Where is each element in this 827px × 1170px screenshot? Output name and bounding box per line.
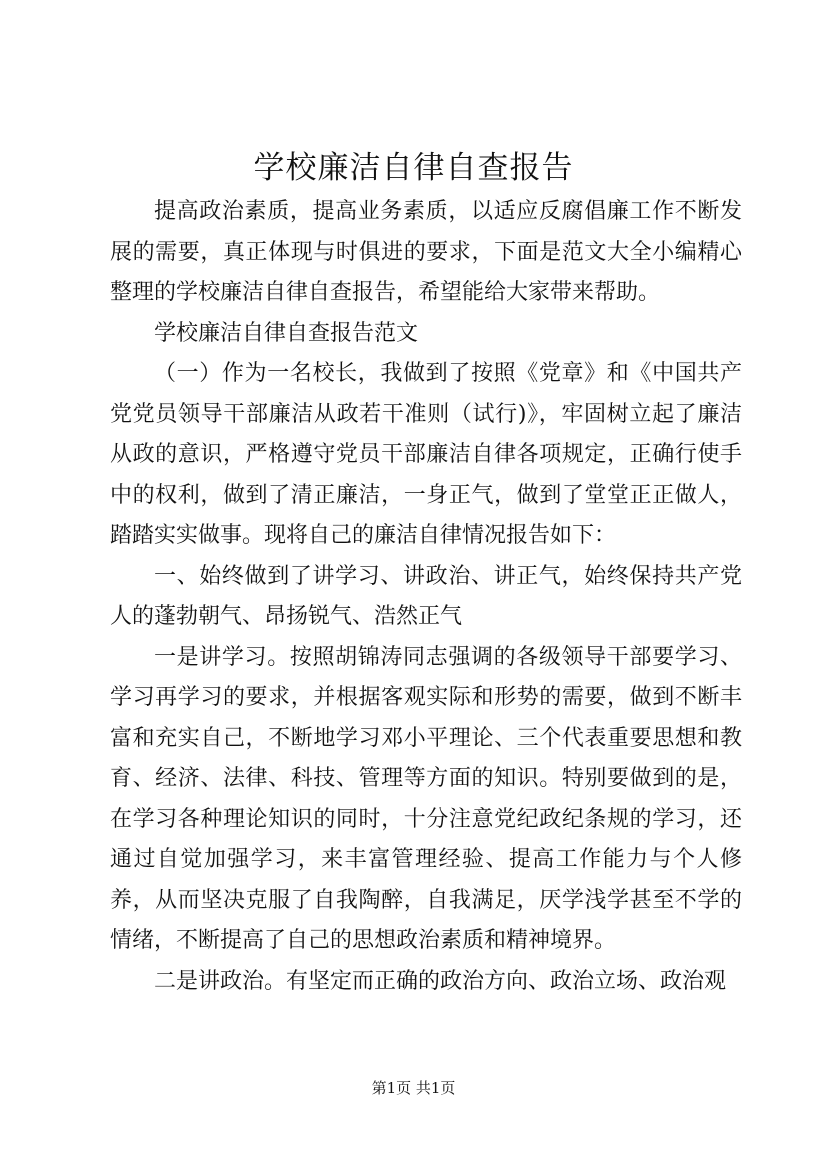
paragraph-subtitle: 学校廉洁自律自查报告范文 (154, 320, 419, 346)
document-body (110, 192, 742, 1002)
paragraph-statement: （一）作为一名校长，我做到了按照《党章》和《中国共产党党员领导干部廉洁从政若干准则（试行)》，牢固树立起了廉洁从政的意识，严格遵守党员干部廉洁自律各项规定，正确行使手中的权利，做到了清正廉洁，一身正气，做到了堂堂正正做人，踏踏实实做事。现将自己的廉洁自律情况报告如下： (110, 361, 742, 548)
paragraph-section-one: 一、始终做到了讲学习、讲政治、讲正气，始终保持共产党人的蓬勃朝气、昂扬锐气、浩然正气 (110, 563, 742, 629)
paragraph-study: 一是讲学习。按照胡锦涛同志强调的各级领导干部要学习、学习再学习的要求，并根据客观实际和形势的需要，做到不断丰富和充实自己，不断地学习邓小平理论、三个代表重要思想和教育、经济、法律、科技、管理等方面的知识。特别要做到的是，在学习各种理论知识的同时，十分注意党纪政纪条规的学习，还通过自觉加强学习，来丰富管理经验、提高工作能力与个人修养，从而坚决克服了自我陶醉，自我满足，厌学浅学甚至不学的情绪，不断提高了自己的思想政治素质和精神境界。 (110, 644, 742, 953)
paragraph-politics: 二是讲政治。有坚定而正确的政治方向、政治立场、政治观 (154, 968, 727, 994)
paragraph-intro: 提高政治素质，提高业务素质，以适应反腐倡廉工作不断发展的需要，真正体现与时俱进的要求，下面是范文大全小编精心整理的学校廉洁自律自查报告，希望能给大家带来帮助。 (110, 199, 742, 305)
document-title: 学校廉洁自律自查报告 (253, 150, 574, 186)
page-footer: 第1页 共1页 (371, 1079, 456, 1097)
